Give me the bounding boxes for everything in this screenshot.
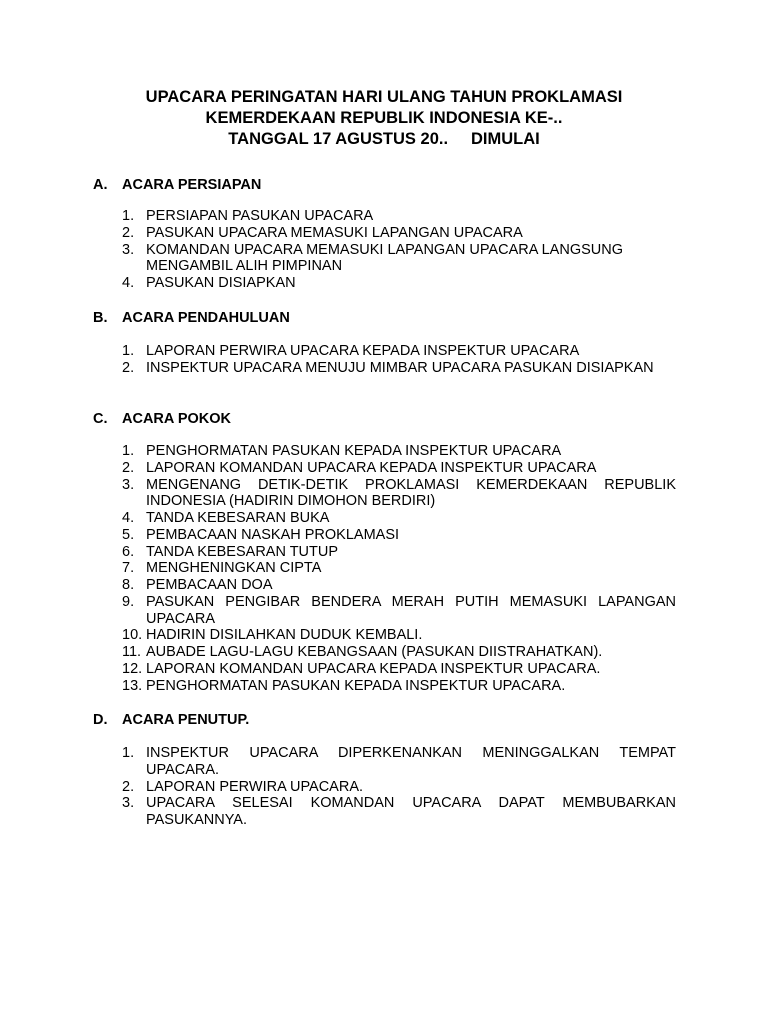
list-item [122,779,676,796]
item-text: AUBADE LAGU-LAGU KEBANGSAAN (PASUKAN DIISTRAHATKAN). [146,644,603,660]
item-text: PERSIAPAN PASUKAN UPACARA [146,208,374,224]
section-title: ACARA POKOK [122,411,232,427]
item-number: 2. [122,224,135,241]
item-number: 10. [122,627,143,644]
section-c-list [122,443,676,694]
item-number: 13. [122,677,143,694]
item-text: PASUKAN DISIAPKAN [146,275,296,291]
item-text: PEMBACAAN NASKAH PROKLAMASI [146,526,400,543]
section-letter: A. [93,177,108,193]
item-number: 2. [122,459,135,476]
section-letter: D. [93,712,108,728]
item-text: HADIRIN DISILAHKAN DUDUK KEMBALI. [146,627,423,644]
item-number: 3. [122,795,135,812]
list-item [122,343,676,360]
list-item [122,627,676,644]
item-text: TANDA KEBESARAN TUTUP [146,543,339,560]
list-item [122,594,676,628]
list-item [122,577,676,594]
section-title: ACARA PENUTUP. [122,712,250,728]
title-line-1: UPACARA PERINGATAN HARI ULANG TAHUN PROKLAMASI [145,88,623,106]
item-number: 11. [122,644,142,660]
list-item [122,460,676,477]
list-item [122,527,676,544]
item-text: LAPORAN KOMANDAN UPACARA KEPADA INSPEKTUR UPACARA [146,459,597,476]
section-a-heading [93,176,261,194]
item-number: 3. [122,241,135,258]
item-text: LAPORAN KOMANDAN UPACARA KEPADA INSPEKTUR UPACARA. [146,660,601,677]
item-number: 2. [122,359,135,376]
item-text: TANDA KEBESARAN BUKA [146,510,330,526]
section-d-list [122,745,676,829]
list-item [122,745,676,779]
item-number: 1. [122,443,135,459]
item-text: PASUKAN UPACARA MEMASUKI LAPANGAN UPACARA [146,224,523,241]
document-title [0,87,768,150]
list-item [122,661,676,678]
item-number: 1. [122,745,135,761]
list-item [122,208,676,225]
section-letter: B. [93,310,108,326]
section-letter: C. [93,411,108,427]
item-number: 4. [122,275,135,291]
item-number: 7. [122,560,135,577]
item-text: PENGHORMATAN PASUKAN KEPADA INSPEKTUR UPACARA. [146,677,566,694]
section-title: ACARA PERSIAPAN [122,177,262,193]
item-text: INSPEKTUR UPACARA DIPERKENANKAN MENINGGALKAN TEMPAT UPACARA. [146,745,676,778]
item-number: 2. [122,778,135,795]
list-item [122,225,676,242]
list-item [122,443,676,460]
title-line-2: KEMERDEKAAN REPUBLIK INDONESIA KE-.. [205,109,563,127]
list-item [122,560,676,577]
list-item [122,510,676,527]
section-title: ACARA PENDAHULUAN [122,310,290,326]
list-item [122,644,676,661]
section-a-list [122,208,676,292]
list-item [122,795,676,829]
item-number: 5. [122,526,135,543]
item-number: 6. [122,543,135,560]
item-number: 12. [122,660,143,677]
section-b-heading [93,309,290,327]
list-item [122,242,676,276]
item-text: PEMBACAAN DOA [146,577,273,593]
item-number: 1. [122,208,135,224]
item-text: KOMANDAN UPACARA MEMASUKI LAPANGAN UPACARA LANGSUNG MENGAMBIL ALIH PIMPINAN [146,241,623,275]
item-text: UPACARA SELESAI KOMANDAN UPACARA DAPAT MEMBUBARKAN PASUKANNYA. [146,795,676,828]
list-item [122,477,676,511]
item-text: MENGHENINGKAN CIPTA [146,560,322,577]
section-c-heading [93,410,231,428]
list-item [122,544,676,561]
item-number: 3. [122,476,135,493]
list-item [122,678,676,695]
section-d-heading [93,711,249,729]
item-text: PASUKAN PENGIBAR BENDERA MERAH PUTIH MEMASUKI LAPANGAN UPACARA [146,593,676,627]
item-text: INSPEKTUR UPACARA MENUJU MIMBAR UPACARA PASUKAN DISIAPKAN [146,359,654,376]
title-line-3: TANGGAL 17 AGUSTUS 20.. DIMULAI [228,130,540,148]
item-number: 9. [122,593,135,610]
item-text: LAPORAN PERWIRA UPACARA. [146,778,364,795]
item-text: LAPORAN PERWIRA UPACARA KEPADA INSPEKTUR UPACARA [146,343,580,359]
item-text: MENGENANG DETIK-DETIK PROKLAMASI KEMERDEKAAN REPUBLIK INDONESIA (HADIRIN DIMOHON BERDIRI) [146,476,676,510]
item-text: PENGHORMATAN PASUKAN KEPADA INSPEKTUR UPACARA [146,443,562,459]
item-number: 4. [122,510,135,526]
list-item [122,275,676,292]
list-item [122,360,676,377]
section-b-list [122,343,676,377]
item-number: 1. [122,343,135,359]
item-number: 8. [122,577,135,593]
